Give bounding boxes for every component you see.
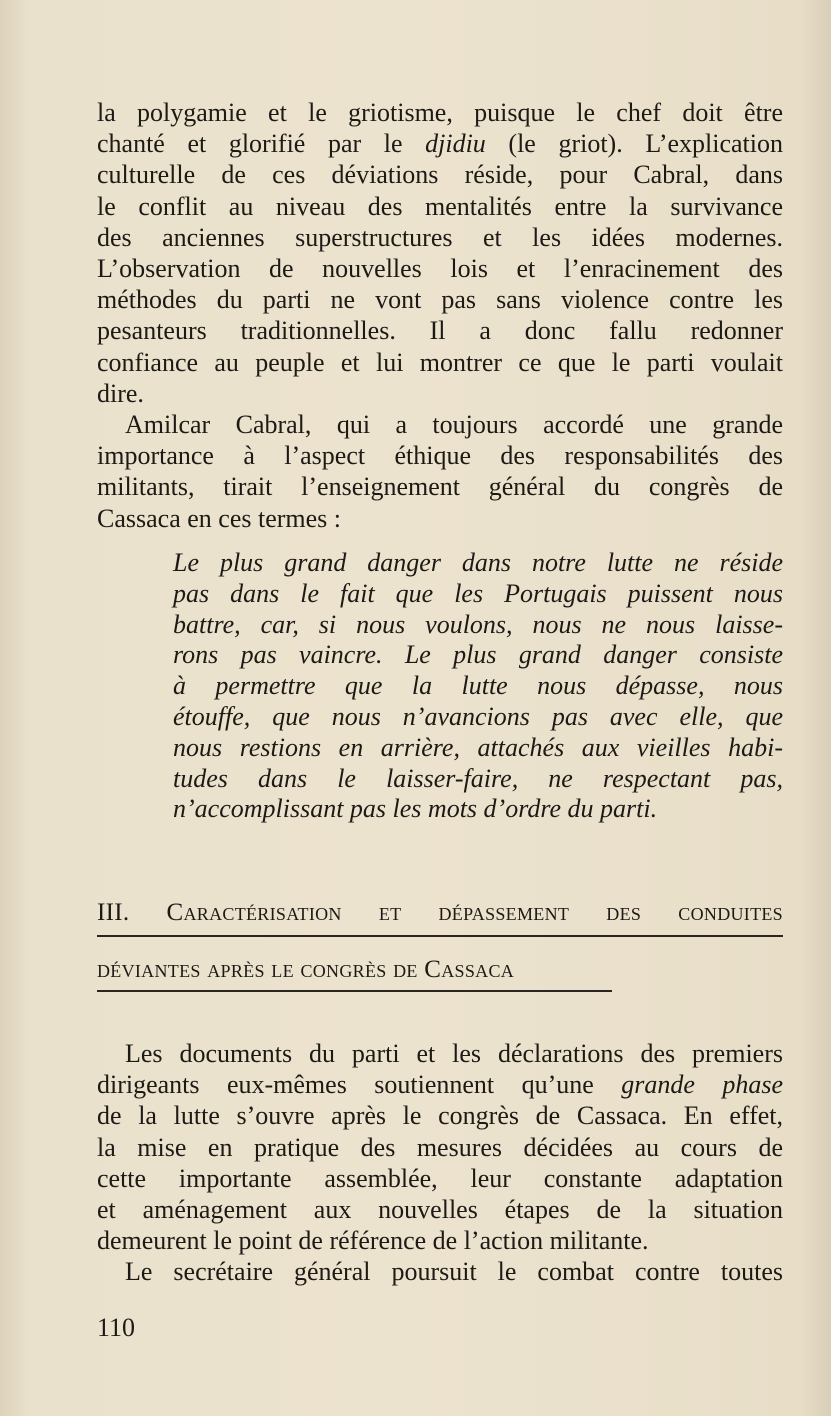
block-quote bbox=[173, 548, 783, 825]
quote-line: rons pas vaincre. Le plus grand danger consiste bbox=[173, 640, 783, 670]
text-line: culturelle de ces déviations réside, pour Cabral, dans bbox=[97, 160, 783, 190]
quote-line: à permettre que la lutte nous dépasse, nous bbox=[173, 671, 783, 701]
quote-line: pas dans le fait que les Portugais puissent nous bbox=[173, 578, 783, 608]
text-line: méthodes du parti ne vont pas sans violence contre les bbox=[97, 285, 783, 315]
paragraph-1 bbox=[97, 97, 783, 409]
quote-line: nous restions en arrière, attachés aux vieilles habi- bbox=[173, 732, 783, 762]
quote-line: battre, car, si nous voulons, nous ne nous laisse- bbox=[173, 609, 783, 639]
quote-line: n’accomplissant pas les mots d’ordre du parti. bbox=[173, 794, 658, 824]
text-line: pesanteurs traditionnelles. Il a donc fallu redonner bbox=[97, 316, 783, 346]
paragraph-3 bbox=[97, 1038, 783, 1256]
text-line: demeurent le point de référence de l’action militante. bbox=[97, 1226, 649, 1256]
paragraph-2 bbox=[97, 409, 783, 534]
text-line: des anciennes superstructures et les idées modernes. bbox=[97, 222, 783, 252]
text-line: Cassaca en ces termes : bbox=[97, 503, 342, 533]
text-line: confiance au peuple et lui montrer ce que le parti voulait bbox=[97, 347, 783, 377]
section-heading-line-2: déviantes après le congrès de Cassaca bbox=[97, 956, 515, 983]
text-line: cette importante assemblée, leur constante adaptation bbox=[97, 1163, 783, 1193]
text-line: Le secrétaire général poursuit le combat contre toutes bbox=[125, 1257, 783, 1286]
text-line: chanté et glorifié par le djidiu (le griot). L’explication bbox=[97, 129, 783, 159]
page-number: 110 bbox=[97, 1313, 136, 1342]
text-line: L’observation de nouvelles lois et l’enracinement des bbox=[97, 253, 783, 283]
text-line: Amilcar Cabral, qui a toujours accordé une grande bbox=[125, 410, 783, 439]
heading-underline-1 bbox=[97, 935, 783, 937]
text-line: et aménagement aux nouvelles étapes de la situation bbox=[97, 1194, 783, 1224]
text-line: la polygamie et le griotisme, puisque le chef doit être bbox=[97, 98, 783, 127]
text-line: dire. bbox=[97, 378, 144, 408]
text-line: importance à l’aspect éthique des responsabilités des bbox=[97, 441, 783, 471]
text-line: de la lutte s’ouvre après le congrès de Cassaca. En effet, bbox=[97, 1101, 783, 1131]
text-line: le conflit au niveau des mentalités entre la survivance bbox=[97, 191, 783, 221]
text-line: dirigeants eux-mêmes soutiennent qu’une grande phase bbox=[97, 1070, 783, 1100]
section-heading-line-1: III. Caractérisation et dépassement des conduites bbox=[97, 899, 783, 926]
paragraph-4 bbox=[97, 1256, 783, 1287]
heading-underline-2 bbox=[97, 990, 612, 992]
text-line: Les documents du parti et les déclarations des premiers bbox=[125, 1039, 783, 1068]
section-heading bbox=[97, 896, 783, 930]
text-line: militants, tirait l’enseignement général du congrès de bbox=[97, 472, 783, 502]
section-heading-cont bbox=[97, 953, 783, 987]
text-line: la mise en pratique des mesures décidées au cours de bbox=[97, 1132, 783, 1162]
quote-line: étouffe, que nous n’avancions pas avec elle, que bbox=[173, 701, 783, 731]
quote-line: Le plus grand danger dans notre lutte ne réside bbox=[173, 548, 783, 577]
quote-line: tudes dans le laisser-faire, ne respectant pas, bbox=[173, 763, 783, 793]
